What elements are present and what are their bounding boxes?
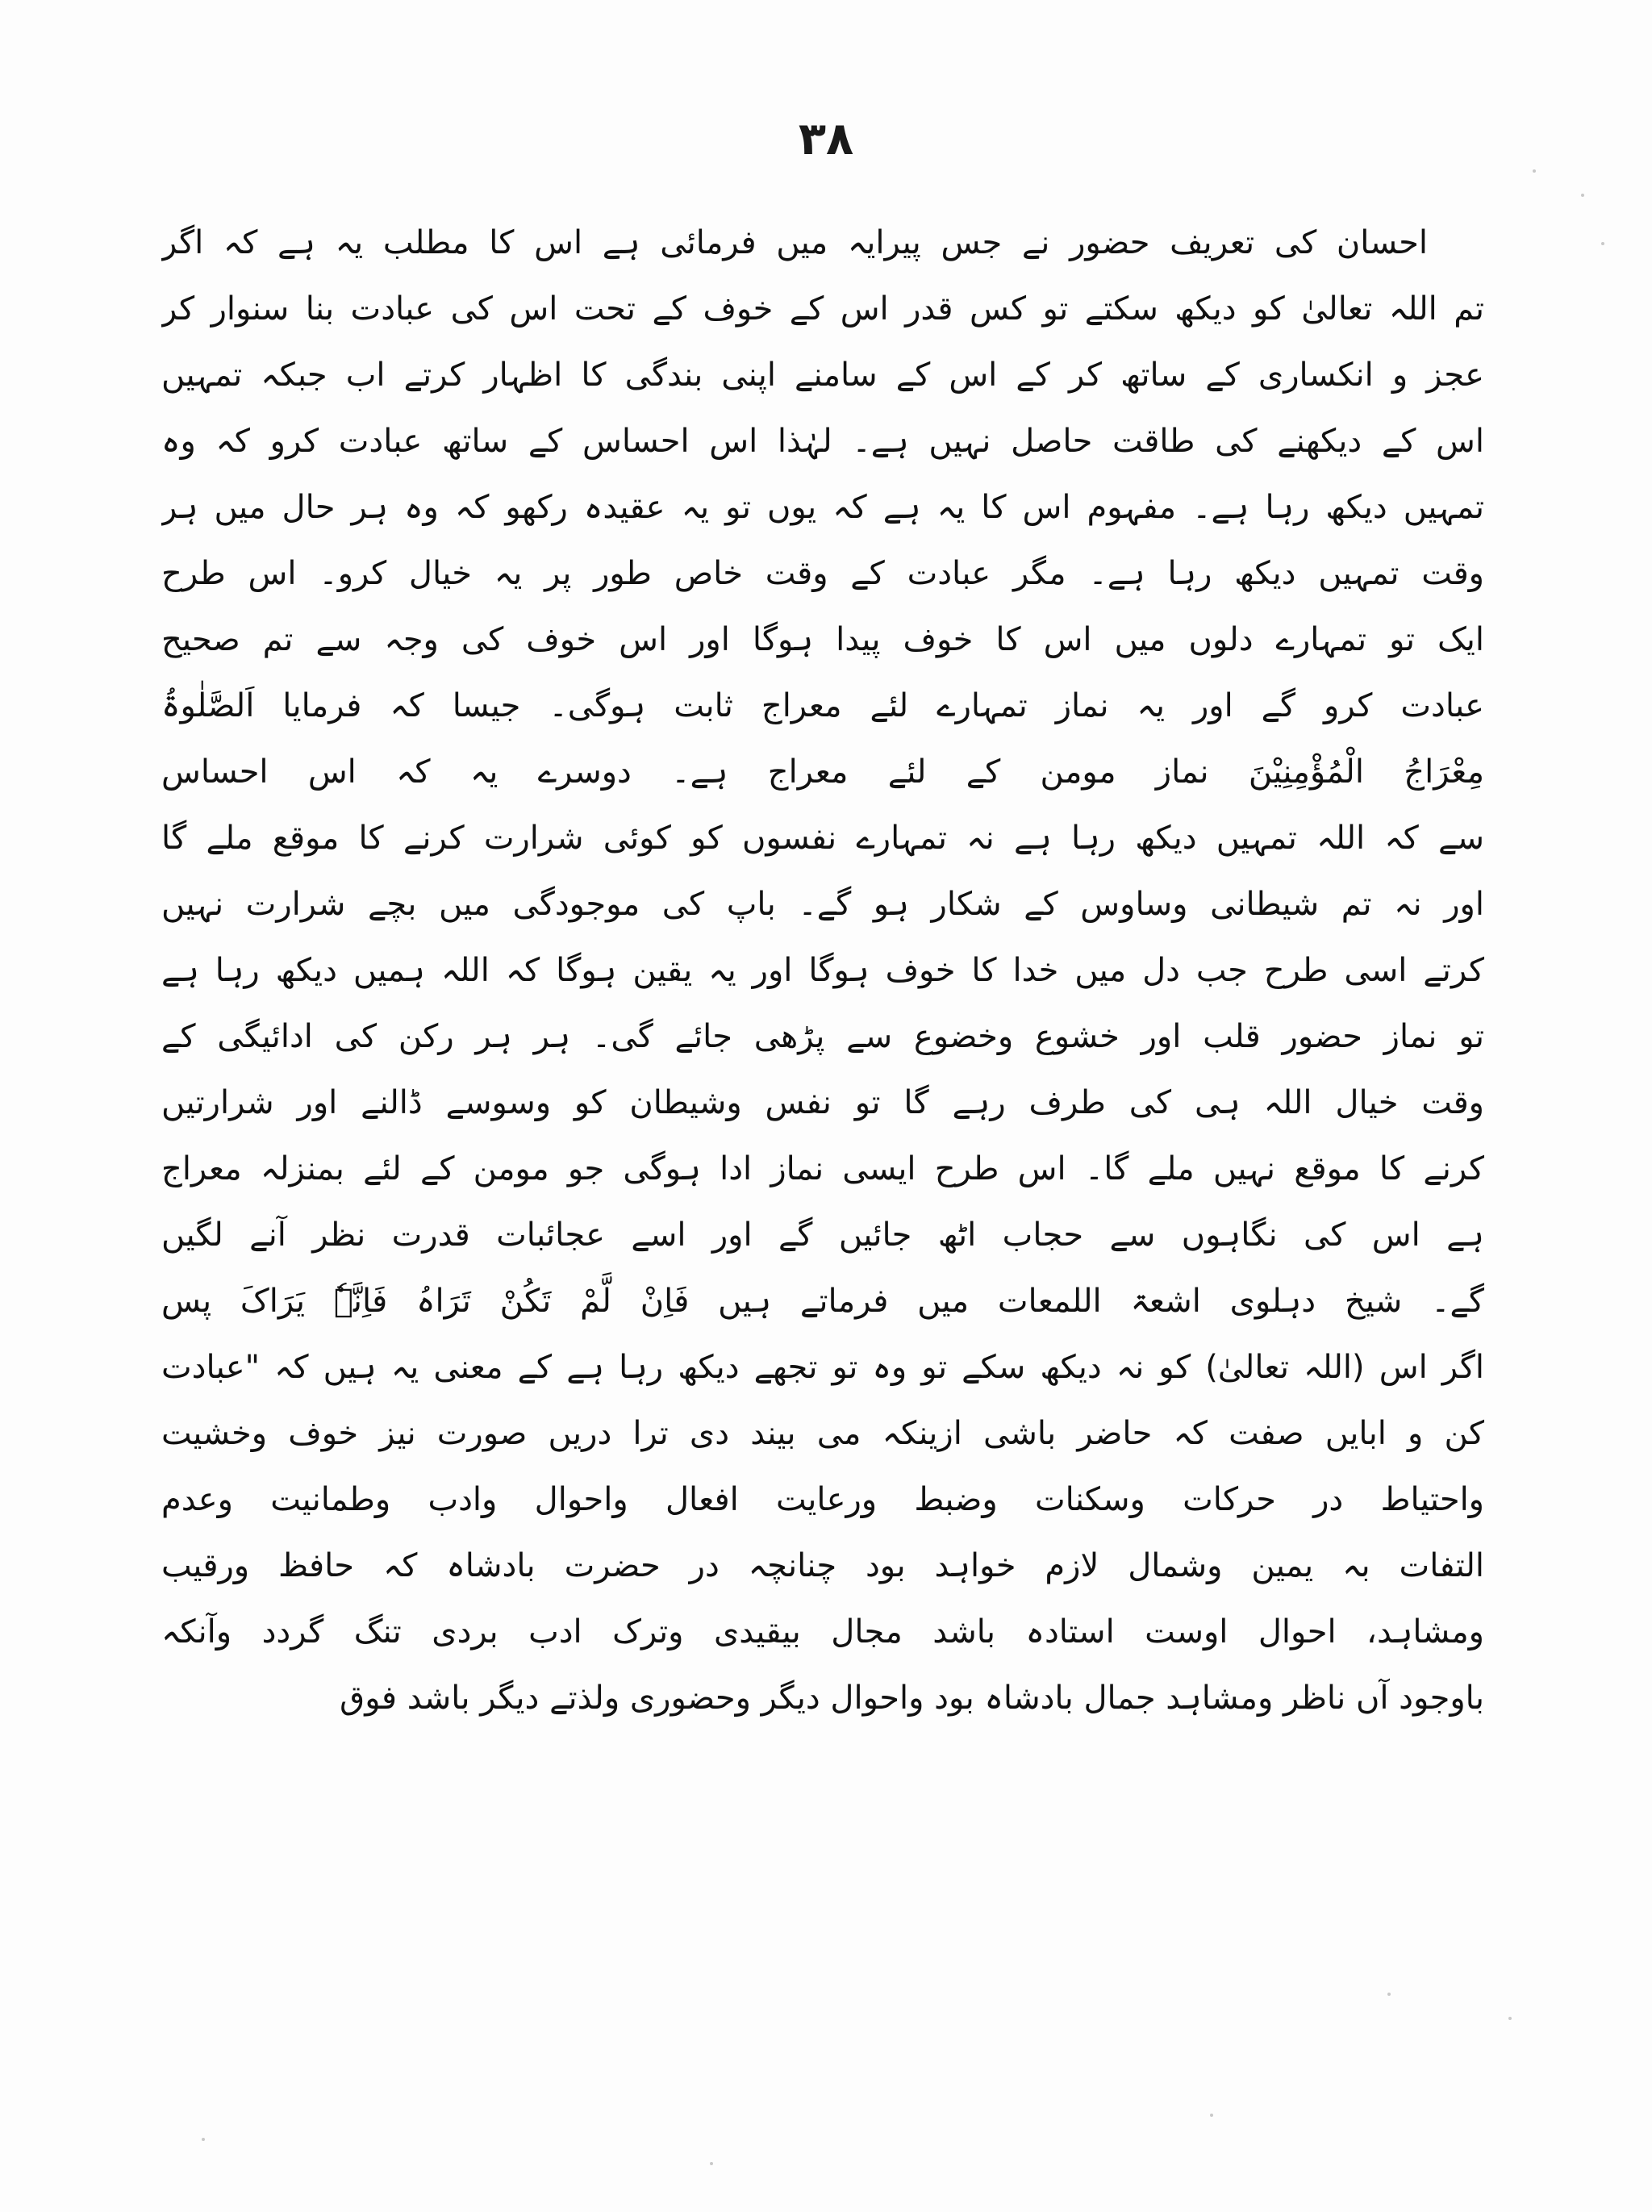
speck bbox=[1581, 194, 1584, 197]
text-line: تمہیں دیکھ رہا ہے۔ مفہوم اس کا یہ ہے کہ یوں تو یہ عقیدہ رکھو کہ وہ ہر حال میں ہر bbox=[161, 489, 1484, 526]
text-line: اور نہ تم شیطانی وساوس کے شکار ہو گے۔ باپ کی موجودگی میں بچے شرارت نہیں bbox=[161, 886, 1484, 923]
speck bbox=[1601, 242, 1604, 245]
speck bbox=[1387, 1993, 1391, 1996]
page-number: ۳۸ bbox=[798, 113, 854, 165]
text-line: کرنے کا موقع نہیں ملے گا۔ اس طرح ایسی نماز ادا ہوگی جو مومن کے لئے بمنزلہ معراج bbox=[161, 1150, 1484, 1187]
speck bbox=[710, 2162, 713, 2165]
body-text bbox=[161, 210, 1484, 1731]
text-line: کرتے اسی طرح جب دل میں خدا کا خوف ہوگا اور یہ یقین ہوگا کہ اللہ ہمیں دیکھ رہا ہے bbox=[161, 952, 1484, 989]
text-line: تو نماز حضور قلب اور خشوع وخضوع سے پڑھی جائے گی۔ ہر ہر رکن کی ادائیگی کے bbox=[161, 1018, 1484, 1055]
text-line: ایک تو تمہارے دلوں میں اس کا خوف پیدا ہوگا اور اس خوف کی وجہ سے تم صحیح bbox=[161, 621, 1484, 658]
text-line: گے۔ شیخ دہلوی اشعۃ اللمعات میں فرماتے ہیں فَاِنْ لَّمْ تَکُنْ تَرَاہُ فَاِنَّہٗ یَرَاکَ پس bbox=[161, 1283, 1484, 1320]
text-line: اگر اس (اللہ تعالیٰ) کو نہ دیکھ سکے تو وہ تو تجھے دیکھ رہا ہے کے معنی یہ ہیں کہ "عبادت bbox=[161, 1349, 1484, 1386]
text-line: تم اللہ تعالیٰ کو دیکھ سکتے تو کس قدر اس کے خوف کے تحت اس کی عبادت بنا سنوار کر bbox=[161, 290, 1484, 328]
text-line: عجز و انکساری کے ساتھ کر کے اس کے سامنے اپنی بندگی کا اظہار کرتے اب جبکہ تمہیں bbox=[161, 357, 1484, 394]
text-line: عبادت کرو گے اور یہ نماز تمہارے لئے معراج ثابت ہوگی۔ جیسا کہ فرمایا اَلصَّلٰوۃُ bbox=[161, 687, 1484, 724]
text-line: التفات بہ یمین وشمال لازم خواہد بود چنانچہ در حضرت بادشاہ کہ حافظ ورقیب bbox=[161, 1547, 1484, 1584]
text-line: کن و ابایں صفت کہ حاضر باشی ازینکہ می بیند دی ترا دریں صورت نیز خوف وخشیت bbox=[161, 1415, 1484, 1452]
text-line: واحتیاط در حرکات وسکنات وضبط ورعایت افعال واحوال وادب وطمانیت وعدم bbox=[161, 1481, 1484, 1518]
text-line: مِعْرَاجُ الْمُؤْمِنِیْنَ نماز مومن کے لئے معراج ہے۔ دوسرے یہ کہ اس احساس bbox=[161, 753, 1484, 791]
text-line: احسان کی تعریف حضور نے جس پیرایہ میں فرمائی ہے اس کا مطلب یہ ہے کہ اگر bbox=[161, 224, 1428, 261]
text-line: سے کہ اللہ تمہیں دیکھ رہا ہے نہ تمہارے نفسوں کو کوئی شرارت کرنے کا موقع ملے گا bbox=[161, 820, 1484, 857]
text-line: باوجود آں ناظر ومشاہد جمال بادشاہ بود واحوال دیگر وحضوری ولذتے دیگر باشد فوق bbox=[340, 1680, 1484, 1717]
text-line: وقت تمہیں دیکھ رہا ہے۔ مگر عبادت کے وقت خاص طور پر یہ خیال کرو۔ اس طرح bbox=[161, 555, 1484, 592]
speck bbox=[202, 2138, 205, 2141]
speck bbox=[1210, 2114, 1213, 2117]
text-line: اس کے دیکھنے کی طاقت حاصل نہیں ہے۔ لہٰذا اس احساس کے ساتھ عبادت کرو کہ وہ bbox=[161, 423, 1484, 460]
speck bbox=[1533, 169, 1536, 173]
text-line: ہے اس کی نگاہوں سے حجاب اٹھ جائیں گے اور اسے عجائبات قدرت نظر آنے لگیں bbox=[161, 1217, 1484, 1254]
text-line: ومشاہد، احوال اوست استادہ باشد مجال بیقیدی وترک ادب بردی تنگ گردد وآنکہ bbox=[161, 1613, 1484, 1651]
text-line: وقت خیال اللہ ہی کی طرف رہے گا تو نفس وشیطان کو وسوسے ڈالنے اور شرارتیں bbox=[161, 1084, 1484, 1121]
speck bbox=[1508, 2017, 1512, 2020]
